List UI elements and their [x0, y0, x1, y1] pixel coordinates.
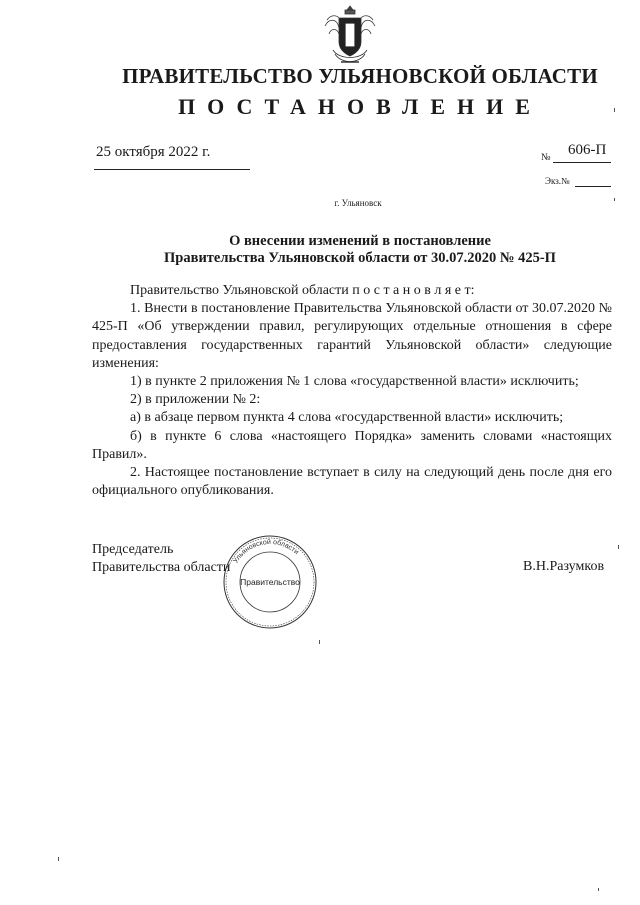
- signatory-position: [92, 541, 230, 577]
- paragraph-item-1: 1. Внести в постановление Правительства Ульяновской области от 30.07.2020 № 425-П «Об утверждении правил, регулирующих отдельные отношения в сфере предоставления государственных гарантий Ульяновской области» следующие изменения:: [92, 301, 612, 371]
- seal-center-text: Правительство: [240, 577, 300, 587]
- paragraph-item-2: 2. Настоящее постановление вступает в силу на следующий день после дня его официального опубликования.: [92, 465, 612, 499]
- number-sign: №: [541, 152, 551, 163]
- title-line: Правительства Ульяновской области от 30.07.2020 № 425-П: [164, 250, 556, 266]
- seal-ring-text: Ульяновской области: [232, 538, 300, 565]
- copy-label: Экз.№: [545, 176, 570, 186]
- title-line: О внесении изменений в постановление: [229, 233, 491, 249]
- subitem-1: 1) в пункте 2 приложения № 1 слова «государственной власти» исключить;: [130, 374, 579, 390]
- date-underline: [180, 169, 250, 170]
- subitem-2: 2) в приложении № 2:: [130, 392, 261, 408]
- copy-underline: [575, 186, 611, 187]
- official-seal-icon: [220, 532, 320, 632]
- document-type: ПОСТАНОВЛЕНИЕ: [178, 94, 542, 119]
- document-number: 606-П: [568, 142, 607, 158]
- city: г. Ульяновск: [334, 198, 382, 208]
- coat-of-arms-icon: [321, 4, 379, 70]
- subitem-2a: а) в абзаце первом пункта 4 слова «государственной власти» исключить;: [130, 410, 564, 426]
- position-line: Председатель: [92, 542, 174, 557]
- date-underline: [94, 169, 180, 170]
- position-line: Правительства области: [92, 560, 231, 575]
- document-date: 25 октября 2022 г.: [96, 144, 211, 160]
- organization-name: ПРАВИТЕЛЬСТВО УЛЬЯНОВСКОЙ ОБЛАСТИ: [122, 64, 598, 88]
- subitem-2b: б) в пункте 6 слова «настоящего Порядка» заменить словами «настоящих Правил».: [92, 428, 612, 462]
- number-underline: [553, 162, 611, 163]
- document-body: [92, 282, 612, 500]
- signatory-name: В.Н.Разумков: [523, 559, 605, 574]
- preamble: Правительство Ульяновской области п о с т а н о в л я е т:: [130, 283, 475, 298]
- document-title: [40, 233, 640, 267]
